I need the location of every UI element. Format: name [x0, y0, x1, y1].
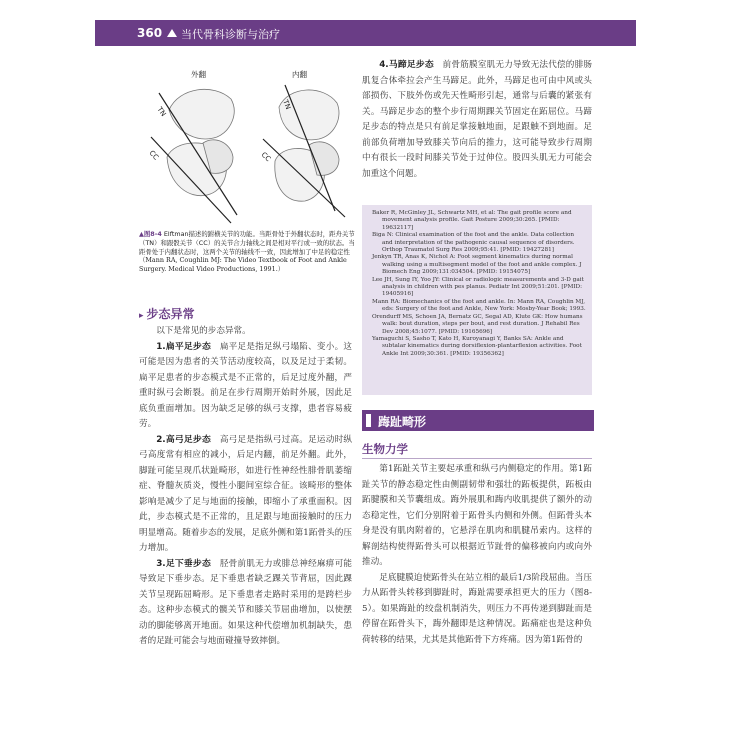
page-number: 360	[137, 26, 163, 40]
reference-item: Biga N: Clinical examination of the foot and the ankle. Data collection and interpretation of the pathogenic causal sequence of disorders. Orthop Traumatol Surg Res 2009;95:41. [PMID: 19427281]	[372, 232, 575, 254]
heading-cavus: 2.高弓足步态	[156, 434, 212, 445]
axis-label-cc-left: CC	[147, 148, 161, 162]
figure-caption-text: Elftman描述的跗横关节的功能。当距骨处于外翻状态时，距舟关节（TN）和跟骰关节（CC）的关节合力轴线之间是相对平行或一致的状态。当距骨处于内翻状态时，这两个关节的轴线不一致，因此增加了中足的稳定性	[139, 230, 355, 256]
paragraph-biomechanics-2: 足底腱膜迫使跖骨头在站立相的最后1/3阶段屈曲。当压力从跖骨头转移到脚趾时，踇趾需要承担更大的压力（图8-5）。如果踇趾的绞盘机制消失，则压力不再传递到脚趾而是停留在跖骨头下，踇外翻即是这种情况。跖痛症也是这种负荷转移的结果，尤其是其他跖骨下方疼痛。因为第1跖骨的	[362, 572, 592, 645]
heading-footdrop: 3.足下垂步态	[156, 558, 212, 569]
figure-label-varus: 内翻	[292, 70, 307, 79]
chapter-banner	[362, 410, 594, 431]
left-bone-illustration	[167, 89, 234, 195]
body-footdrop: 胫骨前肌无力或腓总神经麻痹可能导致足下垂步态。足下垂患者缺乏踝关节背屈，因此踝关节呈现跖屈畸形。足下垂患者走路时采用的是跨栏步态。这种步态模式的髋关节和膝关节屈曲增加，以使摆动的脚能够离开地面。如果这种代偿增加机制缺失，患者的足趾可能会与地面碰撞导致摔倒。	[139, 558, 352, 646]
subsection-title: 生物力学	[362, 442, 408, 456]
page-header	[95, 20, 636, 46]
subsection-divider	[362, 458, 592, 459]
reference-item: Jenkyn TR, Anas K, Nichol A: Foot segment kinematics during normal walking using a multisegment model of the foot and ankle complex. J Biomech Eng 2009;131:034504. [PMID: 19154075]	[372, 254, 582, 276]
paragraph-biomechanics-1: 第1跖趾关节主要起承重和纵弓内侧稳定的作用。第1跖趾关节的静态稳定性由侧副韧带和强壮的跖板提供，跖板由跖腱膜和关节囊组成。踇外展肌和踇内收肌提供了额外的动态稳定性，它们分别附着于跖骨头内侧和外侧。但跖骨头本身是没有肌肉附着的，它悬浮在肌肉和肌腱吊索内。这样的解剖结构使得跖骨头可以根据近节趾骨的偏移被向内或向外推动。	[362, 464, 592, 567]
reference-item: Mann RA: Biomechanics of the foot and ankle. In: Mann RA, Coughlin MJ, eds: Surgery of the foot and Ankle, New York: Mosby-Year Book; 1993.	[372, 298, 586, 313]
section-heading-text: 步态异常	[146, 307, 195, 321]
axis-label-tn-right: TN	[281, 98, 293, 111]
banner-bar-icon	[366, 414, 371, 427]
references-box	[362, 205, 592, 395]
reference-item: Lee JH, Sung IY, Yoo JY: Clinical or radiologic measurements and 3-D gait analysis in children with pes planus. Pediatr Int 2009;51:201. [PMID: 19405916]	[372, 276, 584, 298]
chapter-title: 踇趾畸形	[378, 415, 427, 429]
axis-label-tn-left: TN	[155, 105, 168, 118]
paragraph-equinus	[362, 58, 592, 182]
axis-label-cc-right: CC	[259, 150, 273, 164]
body-cavus: 高弓足是指纵弓过高。足运动时纵弓高度常有相应的减小，后足内翻，前足外翻。此外，脚趾可能呈现爪状趾畸形，如进行性神经性腓骨肌萎缩症、脊髓灰质炎，慢性小腿间室综合征。该畸形的整体影响是减少了足与地面的接触，即缩小了承重面积。因此，步态模式是不正常的，且足跟与地面接触时的压力明显增高。随着步态的发展，足底外侧和第1跖骨头的压力增加。	[139, 434, 352, 553]
body-flatfoot: 扁平足是指足纵弓塌陷、变小。这可能是因为患者的关节活动度较高，以及足过于柔韧。扁平足患者的步态模式是不正常的，后足过度外翻，严重时纵弓会断裂。前足在步行周期开始时外展，因此足底负重面增加。因为缺乏足够的纵弓支撑，患者容易疲劳。	[139, 341, 352, 429]
right-column-bottom-text	[362, 462, 592, 648]
reference-item: Orendurff MS, Schoen JA, Bernatz GC, Segal AD, Klute GK: How humans walk: bout duration, steps per bout, and rest duration. J Rehabil Res Dev 2008;45:1077. [PMID: 19165696]	[372, 313, 583, 335]
triangle-icon	[167, 29, 177, 37]
left-column-text	[139, 324, 352, 650]
heading-equinus: 4.马蹄足步态	[379, 60, 434, 70]
right-column-top-text	[362, 58, 592, 182]
reference-item: Baker R, McGinley JL, Schwartz MH, et al: The gait profile score and movement analysis profile. Gait Posture 2009;30:265. [PMID: 19632117]	[372, 210, 572, 231]
paragraph-cavus	[139, 433, 352, 557]
triangle-bullet-icon: ▸	[139, 311, 144, 321]
figure-label-valgus: 外翻	[191, 70, 206, 79]
reference-item: Yamaguchi S, Sasho T, Kato H, Kuroyanagi Y, Banks SA: Ankle and subtalar kinematics during dorsiflexion-plantarflexion activities. Foot Ankle Int 2009;30:361. [PMID: 19356362]	[372, 335, 582, 357]
paragraph-flatfoot	[139, 340, 352, 433]
figure-8-4	[139, 65, 353, 230]
body-equinus: 前骨筋膜室肌无力导致无法代偿的腓肠肌复合体牵拉会产生马蹄足。此外，马蹄足也可由中风或头部损伤、下肢外伤或先天性畸形引起，通常与后囊的紧张有关。马蹄足步态的整个步行周期踝关节固定在跖屈位。马蹄足步态的特点是只有前足掌接触地面，足跟触不到地面。足前部负荷增加导致膝关节向后的推力，这可能导致步行周期中有很长一段时间膝关节处于过伸位。股四头肌无力可能会加重这个问题。	[362, 60, 592, 179]
heading-flatfoot: 1.扁平足步态	[156, 341, 212, 352]
running-title: 当代骨科诊断与治疗	[181, 28, 280, 41]
section-heading-gait	[139, 305, 195, 322]
figure-caption-reference: （Mann RA, Coughlin MJ: The Video Textbook of Foot and Ankle Surgery. Medical Video Productions, 1991.）	[139, 256, 347, 274]
paragraph-footdrop	[139, 557, 352, 650]
intro-paragraph: 以下是常见的步态异常。	[156, 326, 251, 336]
figure-caption-label: ▲图8-4	[139, 230, 162, 238]
figure-caption	[139, 230, 355, 274]
